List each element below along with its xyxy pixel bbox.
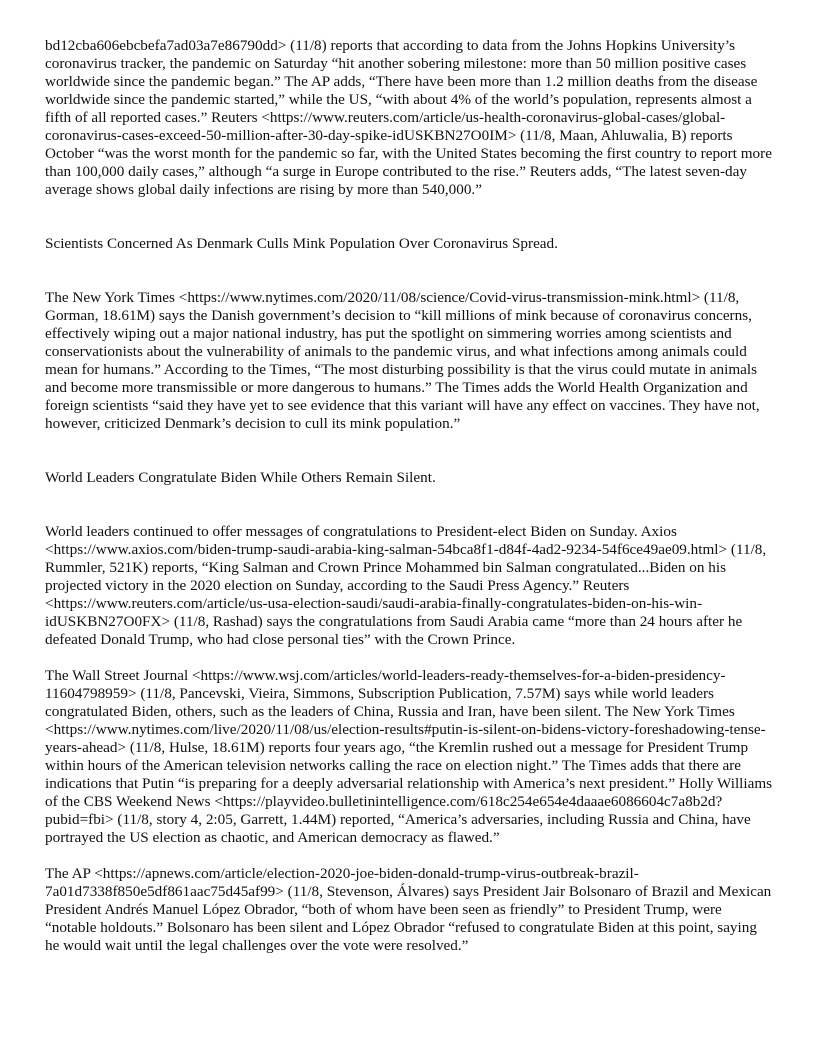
paragraph-johns-hopkins-cases: bd12cba606ebcbefa7ad03a7e86790dd> (11/8) reports that according to data from the Johns Hopkins University’s coronavirus tracker, the pandemic on Saturday “hit another sobering milestone: more than 50 million positive cases worldwide since the pandemic began.” The AP adds, “There have been more than 1.2 million deaths from the disease worldwide since the pandemic started,” while the US, “with about 4% of the world’s population, represents almost a fifth of all reported cases.” Reuters <https://www.reuters.com/article/us-health-coronavirus-global-cases/global-coronavirus-cases-exceed-50-million-after-30-day-spike-idUSKBN27O0IM> (11/8, Maan, Ahluwalia, B) reports October “was the worst month for the pandemic so far, with the United States becoming the first country to report more than 100,000 daily cases,” although “a surge in Europe contributed to the rise.” Reuters adds, “The latest seven-day average shows global daily infections are rising by more than 540,000.” bbox=[45, 37, 772, 198]
spacer bbox=[45, 847, 774, 865]
spacer bbox=[45, 253, 774, 289]
paragraph-wsj-silent-leaders: The Wall Street Journal <https://www.wsj.com/articles/world-leaders-ready-themselves-for-a-biden-presidency-11604798959> (11/8, Pancevski, Vieira, Simmons, Subscription Publication, 7.57M) says while world leaders congratulated Biden, others, such as the leaders of China, Russia and Iran, have been silent. The New York Times <https://www.nytimes.com/live/2020/11/08/us/election-results#putin-is-silent-on-bidens-victory-foreshadowing-tense-years-ahead> (11/8, Hulse, 18.61M) reports four years ago, “the Kremlin rushed out a message for President Trump within hours of the American television networks calling the race on election night.” The Times adds that there are indications that Putin “is preparing for a deeply adversarial relationship with America’s next president.” Holly Williams of the CBS Weekend News <https://playvideo.bulletinintelligence.com/618c254e654e4daaae6086604c7a8b2d?pubid=fbi> (11/8, story 4, 2:05, Garrett, 1.44M) reported, “America’s adversaries, including Russia and China, have portrayed the US election as chaotic, and American democracy as flawed.” bbox=[45, 667, 773, 846]
headline-world-leaders: World Leaders Congratulate Biden While Others Remain Silent. bbox=[45, 469, 436, 486]
paragraph-axios-saudi: World leaders continued to offer messages of congratulations to President-elect Biden on Sunday. Axios <https://www.axios.com/biden-trump-saudi-arabia-king-salman-54bca8f1-d84f-4ad2-9234-54f6ce49ae09.html> (11/8, Rummler, 521K) reports, “King Salman and Crown Prince Mohammed bin Salman congratulated...Biden on his projected victory in the 2020 election on Sunday, according to the Saudi Press Agency.” Reuters <https://www.reuters.com/article/us-usa-election-saudi/saudi-arabia-finally-congratulates-biden-on-his-win-idUSKBN27O0FX> (11/8, Rashad) says the congratulations from Saudi Arabia came “more than 24 hours after he defeated Donald Trump, who had close personal ties” with the Crown Prince. bbox=[45, 523, 767, 648]
spacer bbox=[45, 199, 774, 235]
headline-denmark-mink: Scientists Concerned As Denmark Culls Mink Population Over Coronavirus Spread. bbox=[45, 235, 558, 252]
paragraph-ap-holdouts: The AP <https://apnews.com/article/election-2020-joe-biden-donald-trump-virus-outbreak-brazil-7a01d7338f850e5df861aac75d45af99> (11/8, Stevenson, Álvares) says President Jair Bolsonaro of Brazil and Mexican President Andrés Manuel López Obrador, “both of whom have been seen as friendly” to President Trump, were “notable holdouts.” Bolsonaro has been silent and López Obrador “refused to congratulate Biden at this point, saying he would wait until the legal challenges over the vote were resolved.” bbox=[45, 865, 772, 954]
spacer bbox=[45, 649, 774, 667]
spacer bbox=[45, 487, 774, 523]
spacer bbox=[45, 433, 774, 469]
paragraph-nyt-mink: The New York Times <https://www.nytimes.com/2020/11/08/science/Covid-virus-transmission-mink.html> (11/8, Gorman, 18.61M) says the Danish government’s decision to “kill millions of mink because of coronavirus concerns, effectively wiping out a major national industry, has put the spotlight on simmering worries among scientists and conservationists about the vulnerability of animals to the pandemic virus, and what infections among animals could mean for humans.” According to the Times, “The most disturbing possibility is that the virus could mutate in animals and become more transmissible or more dangerous to humans.” The Times adds the World Health Organization and foreign scientists “said they have yet to see evidence that this variant will have any effect on vaccines. They have not, however, criticized Denmark’s decision to cull its mink population.” bbox=[45, 289, 760, 432]
